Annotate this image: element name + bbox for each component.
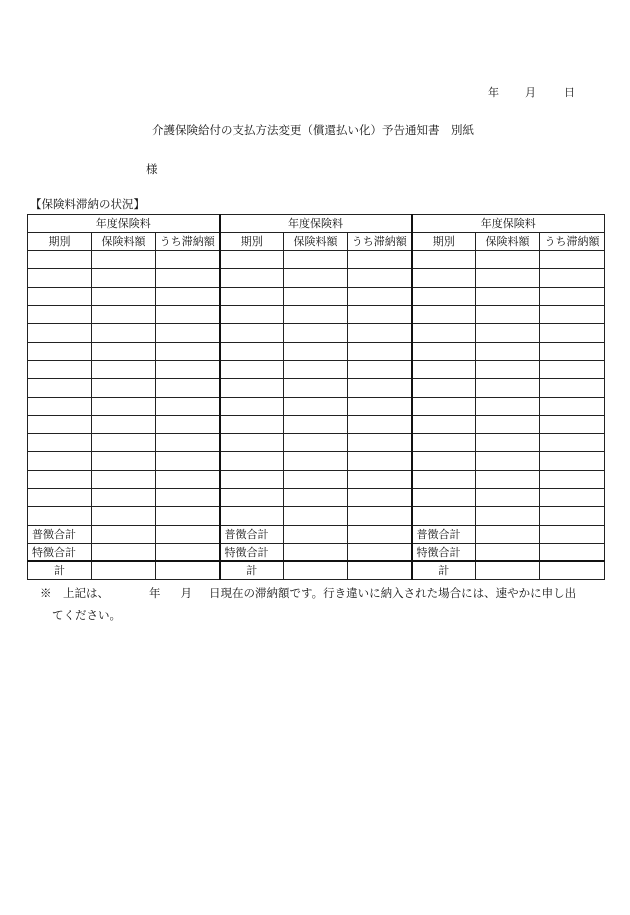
table-cell xyxy=(220,415,284,433)
table-cell xyxy=(348,287,412,305)
table-cell xyxy=(412,470,476,488)
table-cell xyxy=(476,561,540,579)
footnote-suffix: 日現在の滞納額です。行き違いに納入された場合には、速やかに申し出 xyxy=(209,586,577,600)
table-cell xyxy=(348,269,412,287)
table-cell xyxy=(348,452,412,470)
table-cell xyxy=(28,324,92,342)
table-cell xyxy=(156,360,220,378)
table-cell xyxy=(540,251,605,269)
table-cell xyxy=(348,397,412,415)
table-cell xyxy=(412,306,476,324)
table-cell xyxy=(28,452,92,470)
table-cell xyxy=(476,251,540,269)
table-cell xyxy=(156,470,220,488)
table-cell xyxy=(220,306,284,324)
table-cell xyxy=(284,324,348,342)
table-cell xyxy=(284,507,348,525)
table-cell xyxy=(284,269,348,287)
table-cell xyxy=(92,324,156,342)
table-cell xyxy=(28,251,92,269)
summary-row xyxy=(28,543,605,561)
table-cell xyxy=(156,324,220,342)
column-header: 保険料額 xyxy=(476,233,540,251)
table-row xyxy=(28,452,605,470)
table-cell xyxy=(540,306,605,324)
total-label: 計 xyxy=(220,561,284,579)
table-cell xyxy=(348,525,412,543)
table-row xyxy=(28,342,605,360)
table-cell xyxy=(348,306,412,324)
table-cell xyxy=(92,360,156,378)
table-cell xyxy=(284,287,348,305)
table-cell xyxy=(348,470,412,488)
table-cell xyxy=(540,525,605,543)
table-cell xyxy=(476,324,540,342)
table-cell xyxy=(476,360,540,378)
table-row xyxy=(28,489,605,507)
table-cell xyxy=(92,379,156,397)
total-label: 計 xyxy=(28,561,92,579)
table-cell xyxy=(92,525,156,543)
column-header: うち滞納額 xyxy=(348,233,412,251)
table-cell xyxy=(348,251,412,269)
table-cell xyxy=(92,251,156,269)
table-cell xyxy=(284,434,348,452)
table-cell xyxy=(540,397,605,415)
table-cell xyxy=(92,507,156,525)
table-cell xyxy=(284,489,348,507)
table-cell xyxy=(28,342,92,360)
footnote-year-label: 年 xyxy=(149,586,161,600)
footnote xyxy=(40,585,576,623)
table-cell xyxy=(348,434,412,452)
table-cell xyxy=(220,360,284,378)
table-cell xyxy=(92,543,156,561)
column-header: 保険料額 xyxy=(92,233,156,251)
table-cell xyxy=(540,470,605,488)
table-cell xyxy=(28,269,92,287)
table-cell xyxy=(28,415,92,433)
table-cell xyxy=(220,269,284,287)
document-title: 介護保険給付の支払方法変更（償還払い化）予告通知書 別紙 xyxy=(152,123,474,137)
table-cell xyxy=(156,379,220,397)
fiscal-year-block-header: 年度保険料 xyxy=(28,215,220,233)
table-cell xyxy=(284,251,348,269)
table-cell xyxy=(156,415,220,433)
table-cell xyxy=(220,251,284,269)
table-row xyxy=(28,397,605,415)
table-row xyxy=(28,324,605,342)
footnote-mark: ※ xyxy=(40,586,52,600)
table-cell xyxy=(92,342,156,360)
table-cell xyxy=(540,543,605,561)
table-cell xyxy=(284,397,348,415)
column-header: 期別 xyxy=(28,233,92,251)
table-cell xyxy=(284,561,348,579)
date-year-label: 年 xyxy=(488,86,499,99)
table-cell xyxy=(28,379,92,397)
table-cell xyxy=(540,561,605,579)
table-cell xyxy=(28,507,92,525)
table-cell xyxy=(28,470,92,488)
table-cell xyxy=(220,507,284,525)
table-cell xyxy=(412,434,476,452)
table-row xyxy=(28,251,605,269)
table-cell xyxy=(412,489,476,507)
table-cell xyxy=(284,342,348,360)
table-cell xyxy=(284,452,348,470)
table-cell xyxy=(540,489,605,507)
table-cell xyxy=(92,489,156,507)
table-cell xyxy=(220,470,284,488)
table-cell xyxy=(28,360,92,378)
table-cell xyxy=(92,470,156,488)
table-cell xyxy=(220,489,284,507)
table-cell xyxy=(540,342,605,360)
table-cell xyxy=(220,434,284,452)
table-cell xyxy=(540,287,605,305)
table-cell xyxy=(476,507,540,525)
summary-label: 特徴合計 xyxy=(412,543,476,561)
table-cell xyxy=(476,342,540,360)
table-cell xyxy=(476,269,540,287)
table-cell xyxy=(412,507,476,525)
table-cell xyxy=(540,452,605,470)
table-cell xyxy=(348,561,412,579)
table-cell xyxy=(220,287,284,305)
table-row xyxy=(28,306,605,324)
table-cell xyxy=(284,543,348,561)
header-row-columns xyxy=(28,233,605,251)
table-cell xyxy=(476,306,540,324)
table-cell xyxy=(412,452,476,470)
arrears-table xyxy=(27,214,605,580)
table-cell xyxy=(28,489,92,507)
table-row xyxy=(28,287,605,305)
total-label: 計 xyxy=(412,561,476,579)
date-month-label: 月 xyxy=(525,86,536,99)
table-row xyxy=(28,360,605,378)
table-cell xyxy=(220,397,284,415)
table-cell xyxy=(284,415,348,433)
column-header: うち滞納額 xyxy=(540,233,605,251)
table-cell xyxy=(412,360,476,378)
table-row xyxy=(28,269,605,287)
addressee-suffix: 様 xyxy=(146,162,158,176)
table-cell xyxy=(156,434,220,452)
table-cell xyxy=(540,360,605,378)
table-row xyxy=(28,434,605,452)
summary-label: 普徴合計 xyxy=(220,525,284,543)
table-cell xyxy=(540,434,605,452)
table-cell xyxy=(156,342,220,360)
table-cell xyxy=(348,543,412,561)
footnote-line-2: てください。 xyxy=(52,608,121,622)
column-header: 期別 xyxy=(220,233,284,251)
table-cell xyxy=(284,360,348,378)
table-cell xyxy=(540,507,605,525)
table-cell xyxy=(540,324,605,342)
fiscal-year-block-header: 年度保険料 xyxy=(220,215,412,233)
table-cell xyxy=(476,452,540,470)
table-cell xyxy=(92,269,156,287)
table-cell xyxy=(476,470,540,488)
table-cell xyxy=(156,543,220,561)
table-cell xyxy=(476,543,540,561)
table-cell xyxy=(92,415,156,433)
table-cell xyxy=(156,561,220,579)
table-cell xyxy=(284,379,348,397)
fiscal-year-block-header: 年度保険料 xyxy=(412,215,605,233)
table-cell xyxy=(92,397,156,415)
table-cell xyxy=(284,525,348,543)
table-cell xyxy=(476,379,540,397)
table-cell xyxy=(28,306,92,324)
table-cell xyxy=(476,525,540,543)
issue-date xyxy=(488,84,575,100)
footnote-line-1 xyxy=(40,585,576,601)
summary-row xyxy=(28,525,605,543)
table-cell xyxy=(476,434,540,452)
table-cell xyxy=(156,251,220,269)
table-cell xyxy=(92,306,156,324)
table-cell xyxy=(220,379,284,397)
table-cell xyxy=(348,360,412,378)
table-cell xyxy=(348,342,412,360)
table-cell xyxy=(412,251,476,269)
table-row xyxy=(28,507,605,525)
table-cell xyxy=(284,470,348,488)
table-cell xyxy=(348,489,412,507)
summary-label: 普徴合計 xyxy=(412,525,476,543)
table-cell xyxy=(156,525,220,543)
header-row-year xyxy=(28,215,605,233)
table-cell xyxy=(156,287,220,305)
table-cell xyxy=(92,452,156,470)
table-cell xyxy=(156,397,220,415)
summary-label: 特徴合計 xyxy=(28,543,92,561)
table-cell xyxy=(540,415,605,433)
table-cell xyxy=(28,287,92,305)
footnote-prefix: 上記は、 xyxy=(63,586,109,600)
table-cell xyxy=(476,489,540,507)
table-cell xyxy=(412,415,476,433)
column-header: 保険料額 xyxy=(284,233,348,251)
table-row xyxy=(28,470,605,488)
table-cell xyxy=(284,306,348,324)
footnote-month-label: 月 xyxy=(180,586,192,600)
table-cell xyxy=(156,269,220,287)
table-row xyxy=(28,415,605,433)
table-cell xyxy=(220,342,284,360)
table-cell xyxy=(476,415,540,433)
table-cell xyxy=(412,397,476,415)
table-cell xyxy=(348,324,412,342)
table-cell xyxy=(92,434,156,452)
table-cell xyxy=(156,452,220,470)
table-cell xyxy=(156,489,220,507)
table-cell xyxy=(412,379,476,397)
table-cell xyxy=(412,269,476,287)
table-cell xyxy=(28,397,92,415)
table-cell xyxy=(156,306,220,324)
total-row xyxy=(28,561,605,579)
section-heading: 【保険料滞納の状況】 xyxy=(30,197,145,211)
table-cell xyxy=(28,434,92,452)
table-cell xyxy=(412,342,476,360)
table-cell xyxy=(220,324,284,342)
table-cell xyxy=(348,379,412,397)
table-cell xyxy=(348,507,412,525)
table-cell xyxy=(156,507,220,525)
table-cell xyxy=(220,452,284,470)
table-row xyxy=(28,379,605,397)
column-header: うち滞納額 xyxy=(156,233,220,251)
table-cell xyxy=(412,324,476,342)
summary-label: 特徴合計 xyxy=(220,543,284,561)
date-day-label: 日 xyxy=(564,86,575,99)
summary-label: 普徴合計 xyxy=(28,525,92,543)
table-cell xyxy=(412,287,476,305)
table-cell xyxy=(92,287,156,305)
table-cell xyxy=(476,397,540,415)
table-cell xyxy=(348,415,412,433)
table-cell xyxy=(540,269,605,287)
table-cell xyxy=(476,287,540,305)
column-header: 期別 xyxy=(412,233,476,251)
table-cell xyxy=(92,561,156,579)
table-cell xyxy=(540,379,605,397)
